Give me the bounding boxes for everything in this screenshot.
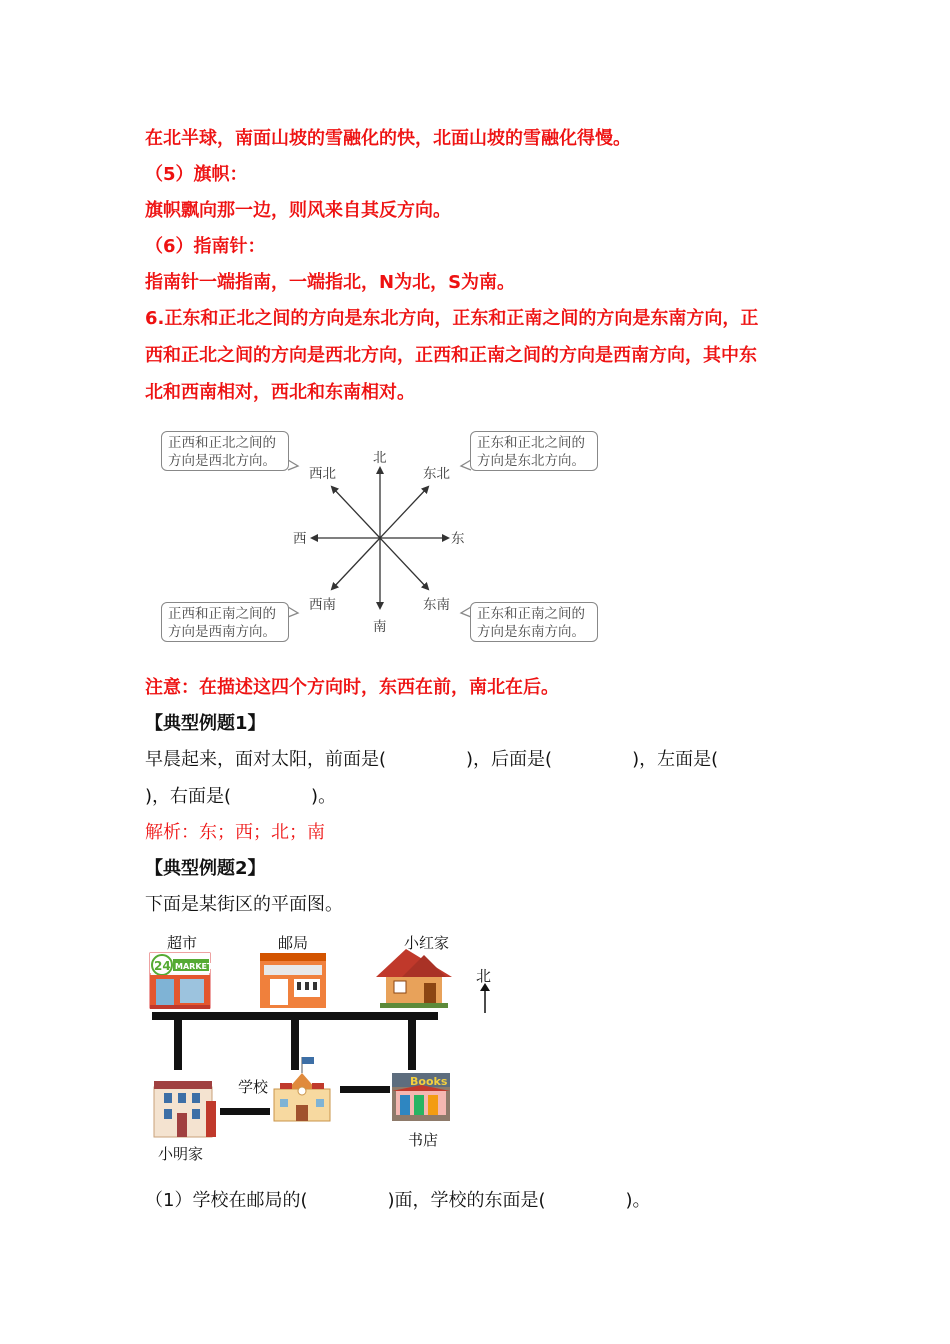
road-to-xiaoming bbox=[174, 1020, 182, 1070]
callout-southwest: 正西和正南之间的 方向是西南方向。 bbox=[161, 602, 289, 642]
school-building bbox=[274, 1057, 330, 1121]
label-northeast: 东北 bbox=[423, 466, 450, 482]
example-2-intro: 下面是某街区的平面图。 bbox=[145, 894, 343, 915]
label-north-arrow: 北 bbox=[476, 967, 492, 985]
example-1-answer: 解析：东；西；北；南 bbox=[145, 822, 325, 843]
supermarket-building bbox=[150, 953, 213, 1009]
label-xiaoming-home: 小明家 bbox=[158, 1145, 204, 1163]
road-to-school bbox=[291, 1020, 299, 1070]
bookstore-sign: Books bbox=[410, 1075, 448, 1088]
example-2-title: 【典型例题2】 bbox=[145, 858, 266, 879]
text-line-flag: 旗帜飘向那一边，则风来自其反方向。 bbox=[145, 200, 451, 221]
heading-flag: （5）旗帜： bbox=[145, 164, 248, 185]
label-post-office: 邮局 bbox=[278, 934, 309, 952]
label-southwest: 西南 bbox=[309, 597, 336, 613]
text-line-directions-2: 西和正北之间的方向是西北方向，正西和正南之间的方向是西南方向，其中东 bbox=[145, 345, 757, 366]
callout-northwest: 正西和正北之间的 方向是西北方向。 bbox=[161, 431, 289, 471]
label-supermarket: 超市 bbox=[167, 934, 198, 952]
supermarket-sign-number: 24 bbox=[154, 959, 171, 973]
label-xiaohong-home: 小红家 bbox=[404, 934, 450, 952]
street-map bbox=[140, 925, 520, 1165]
heading-compass: （6）指南针： bbox=[145, 236, 266, 257]
text-line-directions-3: 北和西南相对，西北和东南相对。 bbox=[145, 382, 415, 403]
label-northwest: 西北 bbox=[309, 466, 336, 482]
road-to-bookstore bbox=[408, 1020, 416, 1070]
label-east: 东 bbox=[451, 531, 465, 547]
main-road bbox=[152, 1012, 438, 1020]
example-1-question-line-1: 早晨起来，面对太阳，前面是( )，后面是( )，左面是( bbox=[145, 749, 719, 770]
compass-diagram bbox=[158, 425, 604, 651]
street-map-drawing bbox=[140, 925, 520, 1165]
note-line: 注意：在描述这四个方向时，东西在前，南北在后。 bbox=[145, 677, 559, 698]
xiaohong-house bbox=[376, 949, 452, 1008]
road-school-bookstore bbox=[340, 1086, 390, 1093]
example-1-question-line-2: )，右面是( )。 bbox=[145, 786, 337, 807]
supermarket-sign-word: MARKET bbox=[175, 962, 213, 971]
label-north: 北 bbox=[373, 450, 387, 466]
bookstore-building bbox=[392, 1073, 450, 1121]
example-1-title: 【典型例题1】 bbox=[145, 713, 266, 734]
xiaoming-house bbox=[154, 1081, 216, 1137]
label-school: 学校 bbox=[238, 1078, 269, 1096]
road-xiaoming-school bbox=[220, 1108, 270, 1115]
label-south: 南 bbox=[373, 619, 387, 635]
text-line-compass: 指南针一端指南，一端指北，N为北，S为南。 bbox=[145, 272, 516, 293]
callout-southeast: 正东和正南之间的 方向是东南方向。 bbox=[470, 602, 598, 642]
label-bookstore: 书店 bbox=[408, 1131, 439, 1149]
label-southeast: 东南 bbox=[423, 597, 450, 613]
text-line-snow: 在北半球，南面山坡的雪融化的快，北面山坡的雪融化得慢。 bbox=[145, 128, 631, 149]
question-1-line: （1）学校在邮局的( )面，学校的东面是( )。 bbox=[145, 1190, 651, 1211]
text-line-directions-1: 6.正东和正北之间的方向是东北方向，正东和正南之间的方向是东南方向，正 bbox=[145, 308, 759, 329]
label-west: 西 bbox=[293, 531, 307, 547]
callout-northeast: 正东和正北之间的 方向是东北方向。 bbox=[470, 431, 598, 471]
post-office-building bbox=[260, 953, 326, 1008]
